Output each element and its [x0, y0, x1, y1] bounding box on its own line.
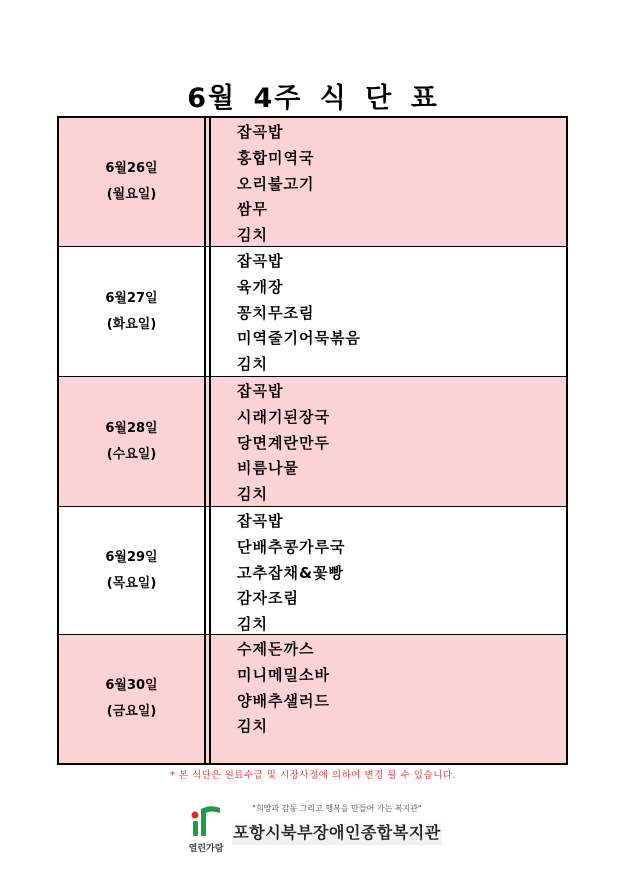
- day-cell: [59, 507, 204, 634]
- menu-item: 고추잡채&꽃빵: [237, 563, 345, 582]
- day-weekday: (수요일): [106, 446, 157, 462]
- menu-list: [237, 249, 361, 378]
- menu-list: [237, 509, 345, 638]
- menu-item: 육개장: [237, 277, 284, 296]
- menu-item: 오리불고기: [237, 174, 315, 193]
- day-date: 6월29일: [105, 549, 158, 565]
- menu-item: 수제돈까스: [237, 640, 315, 658]
- menu-item: 꽁치무조림: [237, 303, 315, 322]
- day-cell: [59, 635, 204, 763]
- day-weekday: (화요일): [106, 316, 157, 332]
- day-row-tuesday: [59, 247, 566, 377]
- organization-name: 포항시북부장애인종합복지관: [232, 818, 442, 845]
- logo-text: 열린가람: [188, 844, 224, 854]
- menu-item: 김치: [237, 226, 268, 245]
- menu-item: 잡곡밥: [237, 382, 284, 400]
- menu-item: 김치: [237, 717, 268, 736]
- welfare-center-logo-icon: [186, 800, 226, 840]
- day-date: 6월27일: [105, 290, 158, 306]
- day-weekday: (금요일): [106, 704, 157, 719]
- day-row-friday: [59, 635, 566, 763]
- day-cell: [59, 377, 204, 506]
- menu-item: 당면계란만두: [237, 433, 330, 452]
- menu-item: 홍합미역국: [237, 148, 315, 167]
- menu-item: 비름나물: [237, 459, 299, 478]
- menu-item: 양배추샐러드: [237, 691, 330, 710]
- day-row-monday: [59, 118, 566, 247]
- day-weekday: (월요일): [106, 187, 157, 202]
- menu-list: [237, 120, 314, 249]
- menu-list: [237, 379, 330, 508]
- menu-item: 미니메밀소바: [237, 665, 330, 684]
- day-row-wednesday: [59, 377, 566, 507]
- slogan: "희망과 감동 그리고 행복을 만들어 가는 복지관": [252, 804, 422, 813]
- day-date: 6월30일: [105, 678, 158, 693]
- menu-item: 잡곡밥: [237, 123, 284, 141]
- change-notice: * 본 식단은 원료수급 및 시장사정에 의하여 변경 될 수 있습니다.: [170, 770, 456, 781]
- menu-table: [57, 116, 568, 765]
- page-title: 6월 4주 식 단 표: [187, 83, 439, 114]
- menu-item: 시래기된장국: [237, 407, 330, 426]
- day-cell: [59, 118, 204, 246]
- menu-item: 쌈무: [237, 200, 268, 219]
- menu-list: [237, 637, 330, 740]
- day-date: 6월28일: [105, 420, 158, 436]
- menu-item: 미역줄기어묵볶음: [237, 329, 361, 348]
- menu-item: 김치: [237, 355, 268, 374]
- day-weekday: (목요일): [106, 575, 157, 591]
- menu-item: 김치: [237, 615, 268, 634]
- day-date: 6월26일: [105, 161, 158, 176]
- day-row-thursday: [59, 507, 566, 635]
- menu-item: 감자조림: [237, 589, 299, 608]
- menu-item: 단배추콩가루국: [237, 537, 346, 556]
- menu-item: 김치: [237, 485, 268, 504]
- day-cell: [59, 247, 204, 376]
- menu-item: 잡곡밥: [237, 252, 284, 270]
- menu-item: 잡곡밥: [237, 512, 284, 530]
